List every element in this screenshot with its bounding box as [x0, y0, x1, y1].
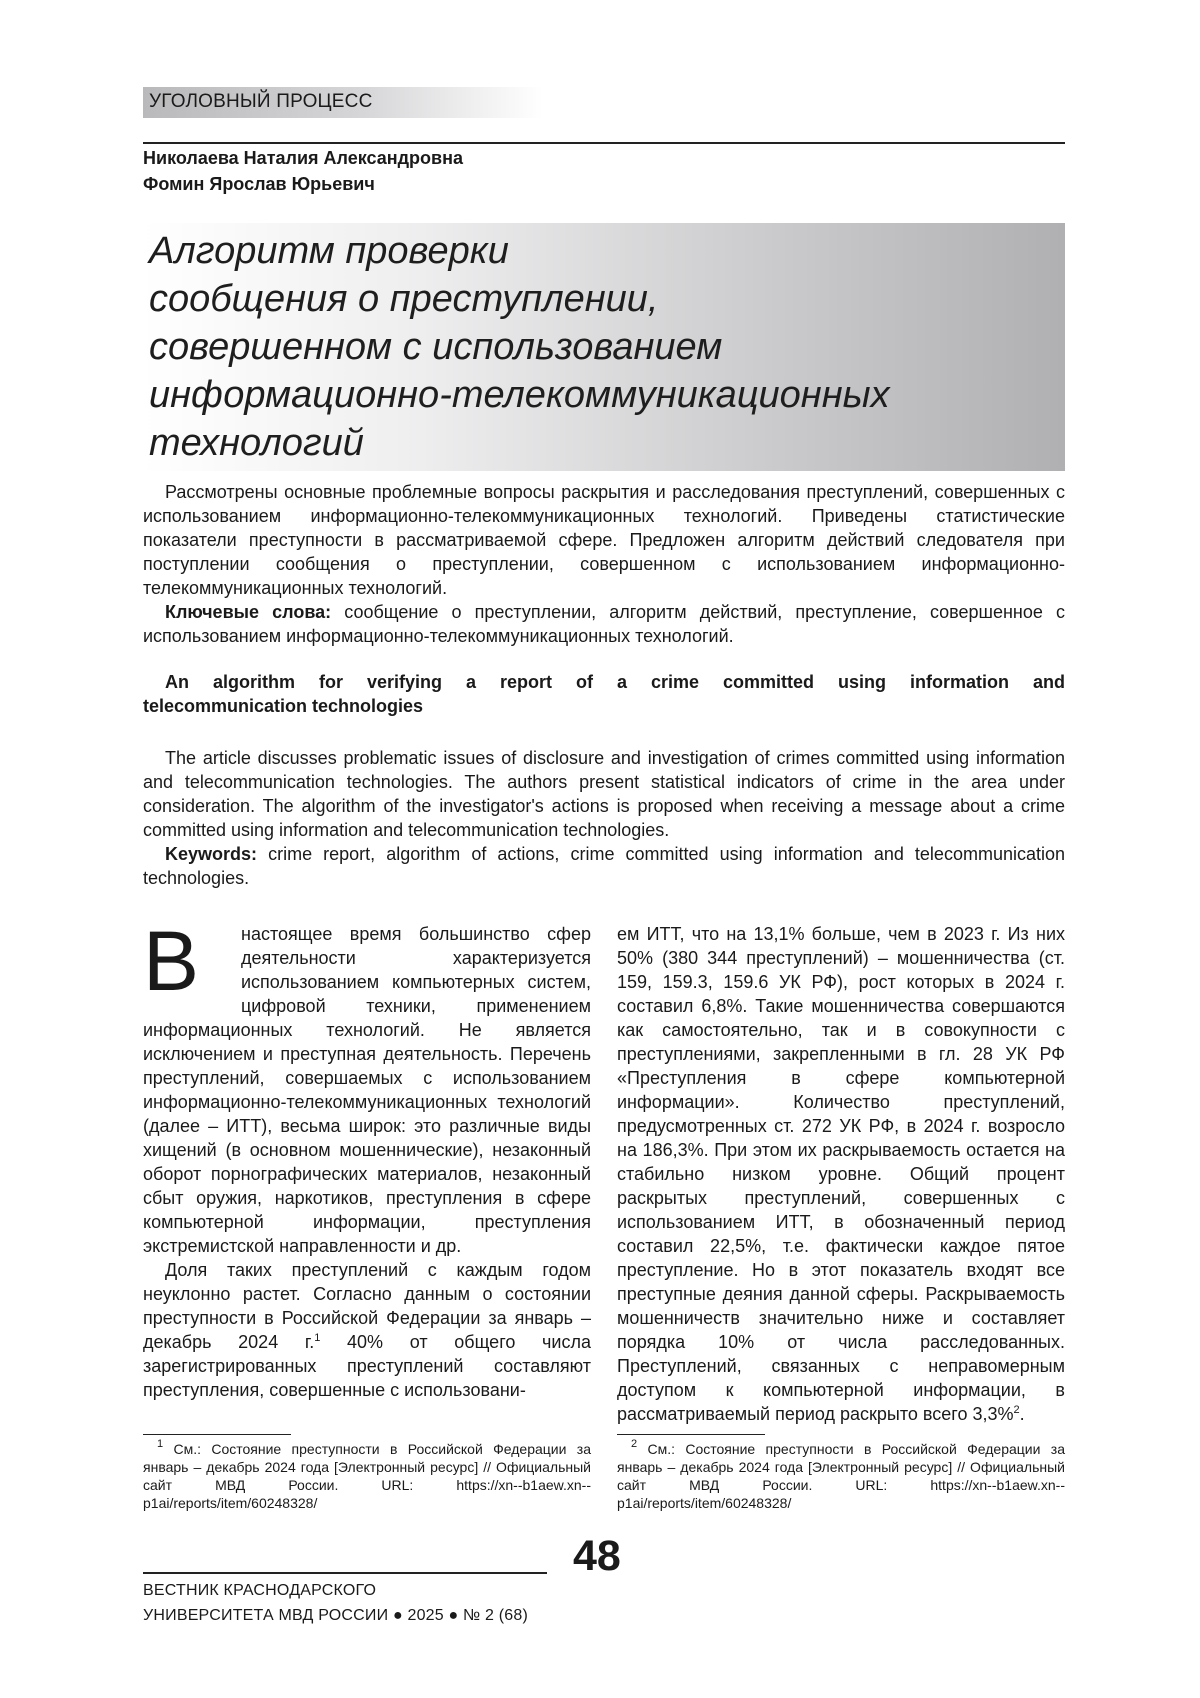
title-en — [143, 670, 1065, 718]
author-1: Николаева Наталия Александровна — [143, 148, 463, 168]
keywords-ru — [143, 600, 1065, 648]
footnote-ref-1[interactable]: 1 — [314, 1332, 321, 1344]
page-number: 48 — [573, 1532, 621, 1580]
title-en-line-2: telecommunication technologies — [143, 696, 424, 716]
body-column-right — [617, 922, 1065, 1426]
body-right-p1 — [617, 922, 1065, 1426]
authors — [143, 145, 463, 197]
author-2: Фомин Ярослав Юрьевич — [143, 174, 375, 194]
dropcap: В — [143, 914, 200, 1008]
body-left-p2 — [143, 1258, 591, 1402]
keywords-ru-text: сообщение о преступлении, алгоритм действий, преступление, совершенное с использованием информационно-телекоммуникационных технологий. — [143, 602, 1066, 646]
header-rule — [143, 142, 1065, 144]
keywords-ru-label: Ключевые слова: — [165, 602, 332, 622]
keywords-en-label: Keywords: — [165, 844, 258, 864]
section-header — [143, 87, 543, 118]
abstract-en-text: The article discusses problematic issues of disclosure and investigation of crimes committed using information and telecommunication technologies. The authors present statistical indicators of crime in the area under consideration. The algorithm of the investigator's actions is proposed when receiving a message about a crime committed using information and telecommunication technologies. — [143, 748, 1065, 840]
footnote-right-mark: 2 — [631, 1438, 638, 1450]
footnote-left-mark: 1 — [157, 1438, 164, 1450]
article-title-box — [143, 223, 1065, 471]
footnote-rule-left — [143, 1434, 291, 1435]
abstract-en — [143, 746, 1065, 890]
section-title: УГОЛОВНЫЙ ПРОЦЕСС — [149, 91, 373, 112]
body-left-p2a: Доля таких преступлений с каждым годом неуклонно растет. Согласно данным о состоянии преступности в Российской Федерации за январь – декабрь 2024 г. — [143, 1260, 591, 1352]
footnote-right-text: См.: Состояние преступности в Российской Федерации за январь – декабрь 2024 года [Электронный ресурс] // Официальный сайт МВД России. URL: https://xn--b1aew.xn--p1ai/reports/item/60248328/ — [617, 1441, 1065, 1511]
footnote-left-text: См.: Состояние преступности в Российской Федерации за январь – декабрь 2024 года [Электронный ресурс] // Официальный сайт МВД России. URL: https://xn--b1aew.xn--p1ai/reports/item/60248328/ — [143, 1441, 591, 1511]
footnote-left — [143, 1440, 591, 1512]
body-left-p2b: 40% от общего числа зарегистрированных преступлений составляют преступления, совершенные с использовани- — [143, 1332, 591, 1400]
abstract-ru — [143, 480, 1065, 648]
body-column-left — [143, 914, 591, 1402]
footnote-ref-2[interactable]: 2 — [1013, 1404, 1020, 1416]
body-right-p1a: ем ИТТ, что на 13,1% больше, чем в 2023 г. Из них 50% (380 344 преступлений) – мошенничества (ст. 159, 159.3, 159.6 УК РФ), рост которых в 2024 г. составил 6,8%. Такие мошенничества совершаются как самостоятельно, так и в совокупности с преступлениями, закрепленными в гл. 28 УК РФ «Преступления в сфере компьютерной информации». Количество преступлений, предусмотренных ст. 272 УК РФ, в 2024 г. возросло на 186,3%. При этом их раскрываемость остается на стабильно низком уровне. Общий процент раскрытых преступлений, совершенных с использованием ИТТ, в обозначенный период составил 22,5%, т.е. фактически каждое пятое преступление. Но в этот показатель входят все преступные деяния данной сферы. Раскрываемость мошенничеств значительно ниже и составляет порядка 10% от числа расследованных. Преступлений, связанных с неправомерным доступом к компьютерной информации, в рассматриваемый период раскрыто всего 3,3% — [617, 924, 1065, 1424]
title-en-line-1: An algorithm for verifying a report of a crime committed using information and — [165, 672, 1065, 692]
body-left-p1 — [143, 914, 591, 1258]
journal-line-1: ВЕСТНИК КРАСНОДАРСКОГО — [143, 1582, 377, 1599]
keywords-en-text: crime report, algorithm of actions, crime committed using information and telecommunication technologies. — [143, 844, 1065, 888]
body-right-p1b: . — [1019, 1404, 1025, 1424]
footnote-right — [617, 1440, 1065, 1512]
article-title: Алгоритм проверки сообщения о преступлении, совершенном с использованием информационно-телекоммуникационных технологий — [149, 230, 890, 464]
footnote-rule-right — [617, 1434, 765, 1435]
abstract-ru-text: Рассмотрены основные проблемные вопросы раскрытия и расследования преступлений, совершенных с использованием информационно-телекоммуникационных технологий. Приведены статистические показатели преступности в рассматриваемой сфере. Предложен алгоритм действий следователя при поступлении сообщения о преступлении, совершенном с использованием информационно-телекоммуникационных технологий. — [143, 482, 1065, 598]
body-left-p1-text: настоящее время большинство сфер деятельности характеризуется использованием компьютерных систем, цифровой техники, применением информационных технологий. Не является исключением и преступная деятельность. Перечень преступлений, совершаемых с использованием информационно-телекоммуникационных технологий (далее – ИТТ), весьма широк: это различные виды хищений (в основном мошеннические), незаконный оборот порнографических материалов, незаконный сбыт оружия, наркотиков, преступления в сфере компьютерной информации, преступления экстремистской направленности и др. — [143, 924, 591, 1256]
keywords-en — [143, 842, 1065, 890]
journal-name — [143, 1578, 528, 1628]
footer-rule — [143, 1572, 547, 1574]
journal-line-2: УНИВЕРСИТЕТА МВД РОССИИ ● 2025 ● № 2 (68) — [143, 1607, 529, 1624]
